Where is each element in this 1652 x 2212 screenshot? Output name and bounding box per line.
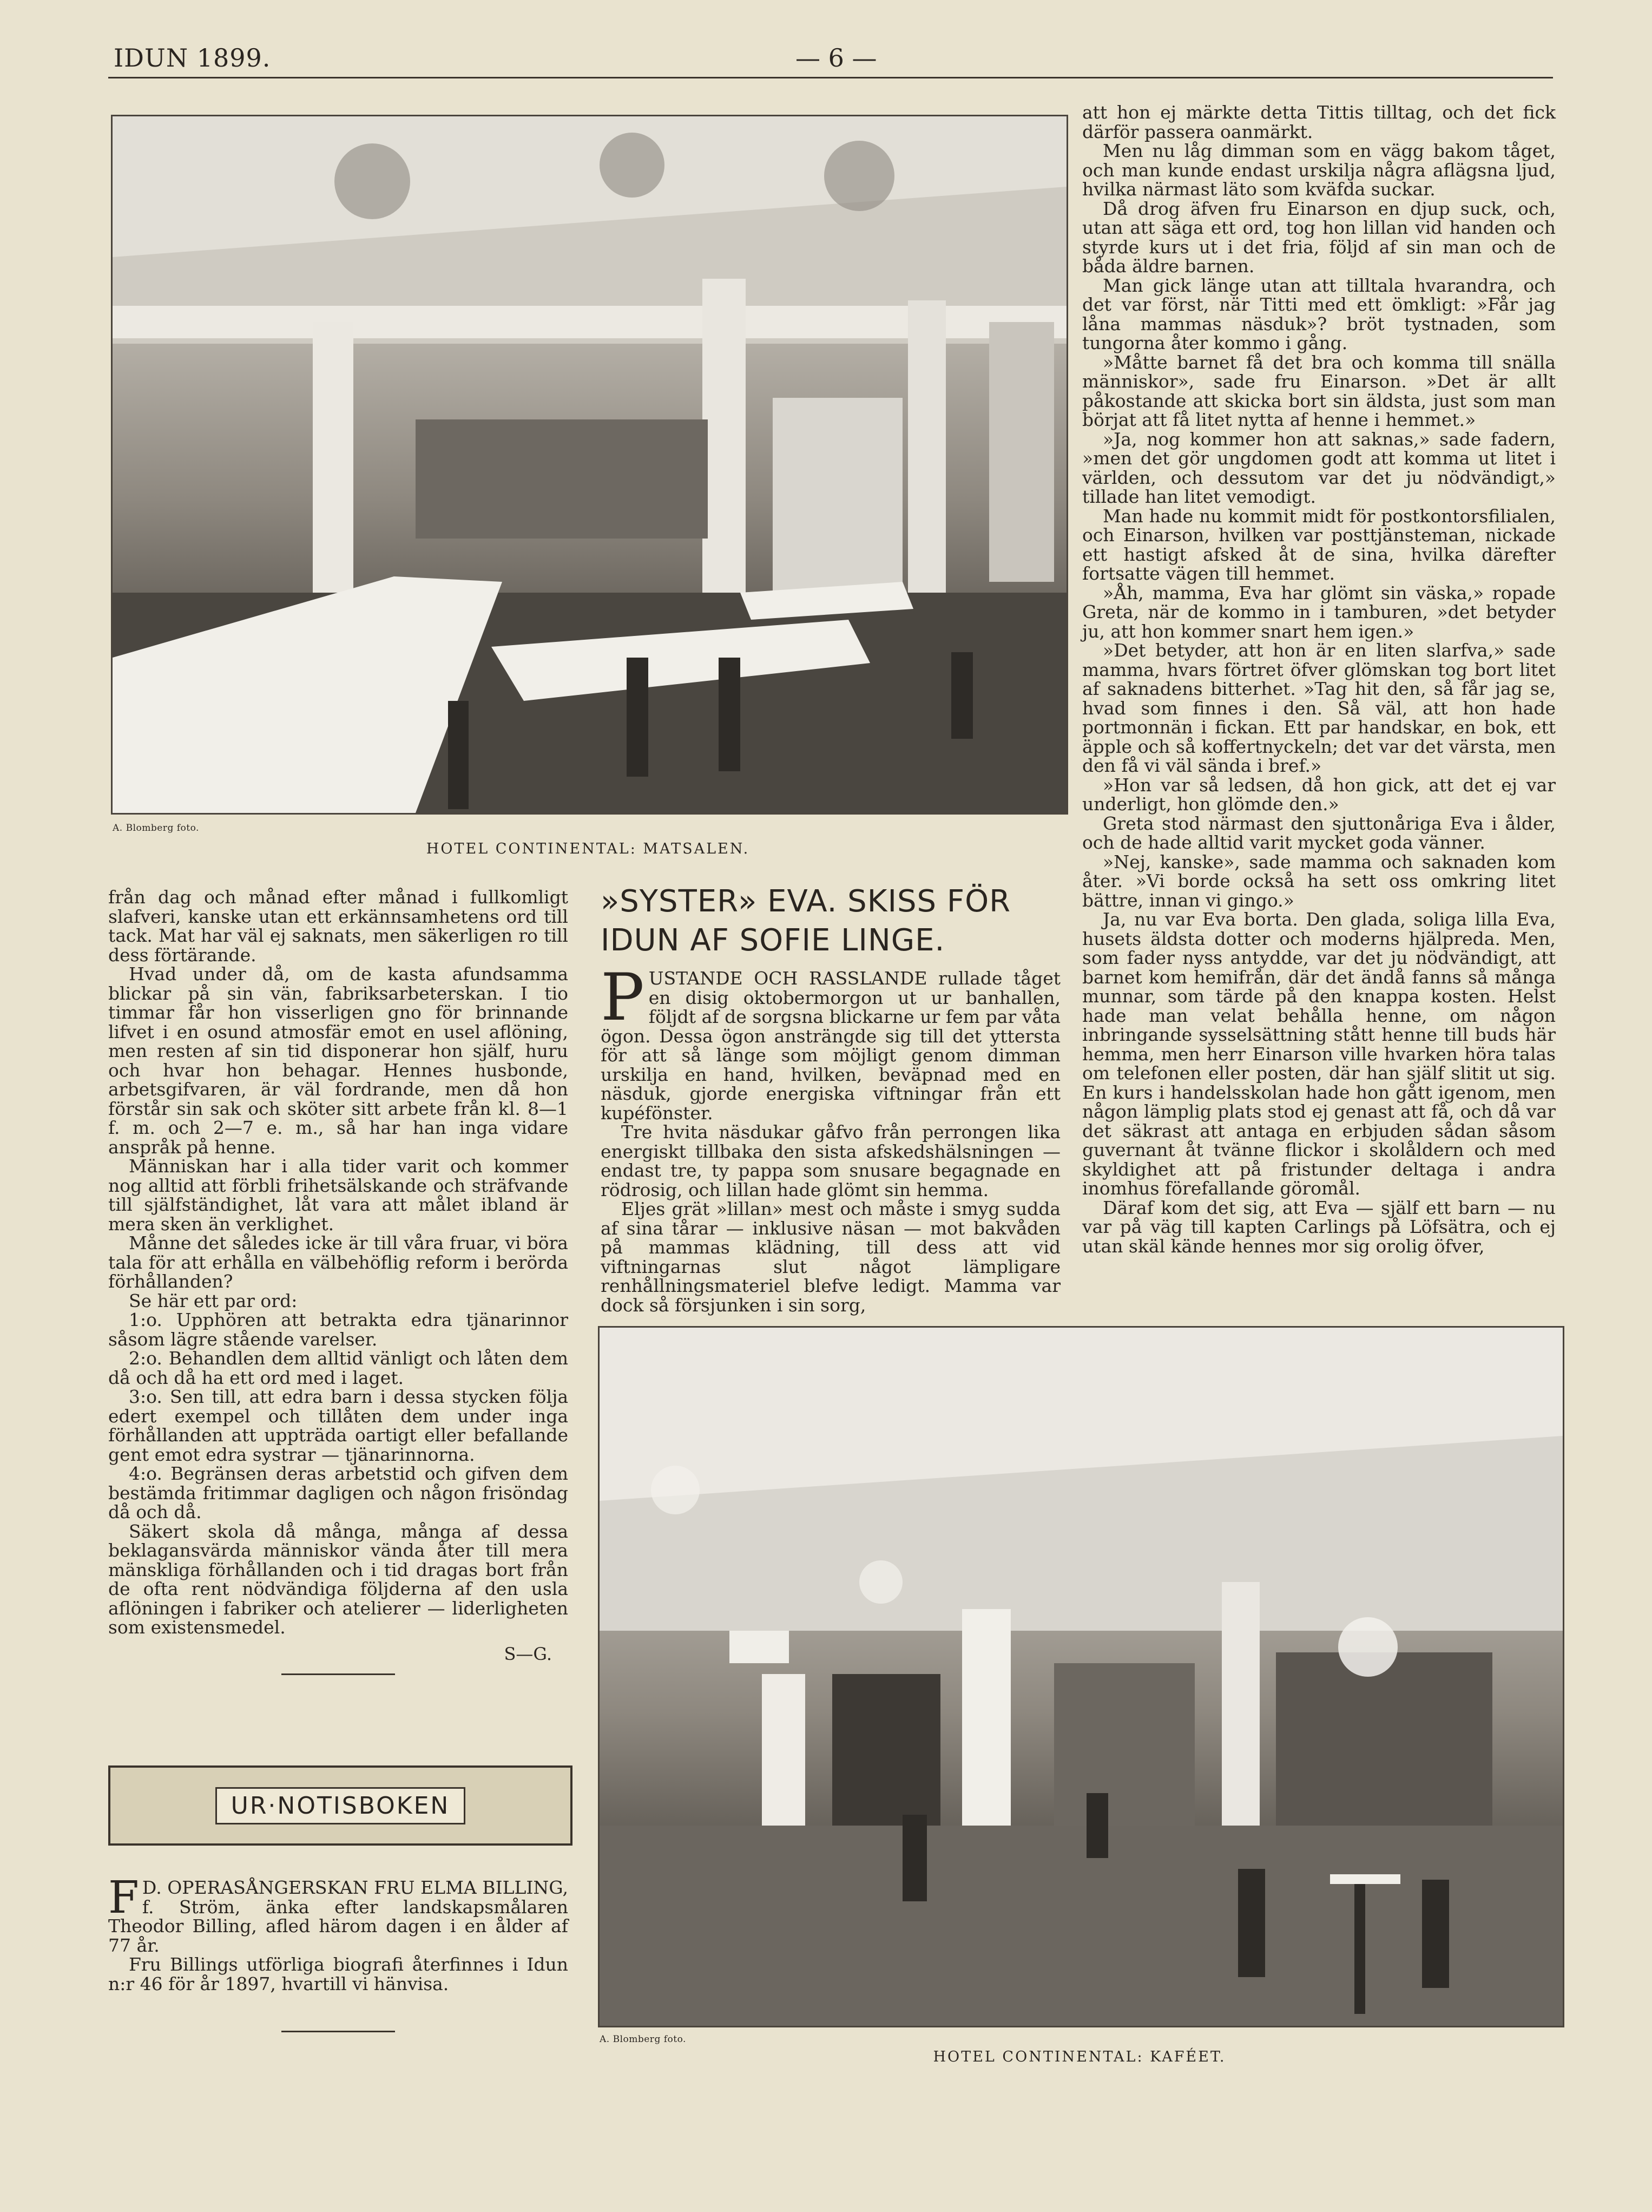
paragraph: Människan har i alla tider varit och kommer nog alltid att förbli frihetsälskande och sträfvande till själfständighet, låt vara att målet ibland är mera sken än verklighet. — [108, 1156, 568, 1235]
section-rule — [281, 1673, 395, 1675]
paragraph: »Nej, kanske», sade mamma och saknaden kom åter. »Vi borde också ha sett oss omkring litet bättre, innan vi gingo.» — [1082, 851, 1556, 911]
story-title: »SYSTER» EVA. SKISS FÖR IDUN AF SOFIE LINGE. — [601, 884, 1011, 958]
photo-dining-room — [111, 115, 1068, 815]
notes-paragraph — [108, 1872, 568, 1956]
paragraph: 4:o. Begränsen deras arbetstid och gifven dem bestämda fritimmar dagligen och någon frisöndag då och då. — [108, 1463, 568, 1522]
paragraph: Hvad under då, om de kasta afundsamma blickar på sin vän, fabriksarbeterskan. I tio timmar får hon visserligen gno för brinnande lifvet i en osund atmosfär emot en usel aflöning, men resten af sin tid disponerar hon själf, huru och hvar hon behagar. Hennes husbonde, arbetsgifvaren, är väl fordrande, men då hon förstår sin sak och sköter sitt arbete från kl. 8—1 f. m. och 2—7 e. m., så har han inga vidare anspråk på henne. — [108, 963, 568, 1158]
story-paragraph — [601, 960, 1061, 1124]
dining-room-illustration — [113, 116, 1067, 813]
photo-caption: HOTEL CONTINENTAL: KAFÉET. — [933, 2049, 1226, 2065]
paragraph: »Ja, nog kommer hon att saknas,» sade fadern, »men det gör ungdomen godt att komma ut litet i världen, och dessutom var det ju nödvändigt,» tillade han litet vemodigt. — [1082, 428, 1556, 507]
photo-cafe — [598, 1326, 1564, 2027]
right-column-text — [1082, 103, 1556, 1256]
notes-dropcap: F — [108, 1872, 139, 1924]
story-lead: USTANDE OCH RASSLANDE — [648, 968, 927, 989]
story-text — [601, 960, 1061, 1316]
cafe-illustration — [600, 1328, 1563, 2026]
section-rule — [281, 2031, 395, 2032]
left-column-text — [108, 888, 568, 1664]
paragraph: Greta stod närmast den sjuttonåriga Eva i ålder, och de hade alltid varit mycket goda vänner. — [1082, 812, 1556, 853]
paragraph: Säkert skola då många, många af dessa beklagansvärda människor vända åter till mera mänskliga förhållanden och i tid dragas bort från de ofta rent nödvändiga följderna af den usla aflöningen i fabriker och atelierer — liderligheten som existensmedel. — [108, 1520, 568, 1638]
paragraph: Se här ett par ord: — [129, 1290, 298, 1311]
paragraph: Man hade nu kommit midt för postkontorsfilialen, och Einarson, hvilken var posttjänsteman, nickade ett hastigt afsked åt de sina, hvilka därefter fortsatte vägen till hemmet. — [1082, 505, 1556, 584]
page-number: — 6 — — [795, 43, 877, 73]
story-paragraph: Eljes grät »lillan» mest och måste i smyg sudda af sina tårar — inklusive näsan — mot bakvåden på mammas klädning, till dess att vid viftningarnas slut något lämpligare renhållningsmateriel blefve ledigt. Mamma var dock så försjunken i sin sorg, — [601, 1198, 1061, 1316]
photo-caption: HOTEL CONTINENTAL: MATSALEN. — [426, 841, 750, 857]
paragraph: Ja, nu var Eva borta. Den glada, soliga lilla Eva, husets äldsta dotter och moderns hjälpreda. Men, som fader nyss antydde, var det ju nödvändigt, att barnet kom hemifrån, där det ändå fanns så många munnar, som tärde på den knappa kosten. Helst hade man velat behålla henne, om någon inbringande sysselsättning stått henne till buds här hemma, men herr Einarson ville hvarken höra talas om telefonen eller posten, där han själf slitit ut sig. En kurs i handelsskolan hade hon gått igenom, men någon lämplig plats stod ej genast att få, och då var det säkrast att antaga en erbjuden sådan såsom guvernant åt tvänne flickor i skolåldern och med skyldighet att på fristunder deltaga i andra inomhus förefallande göromål. — [1082, 909, 1556, 1199]
photo-credit: A. Blomberg foto. — [113, 823, 199, 833]
notes-banner — [108, 1765, 572, 1846]
notes-lead: D. OPERASÅNGERSKAN FRU ELMA BILLING, — [142, 1877, 568, 1898]
paragraph: 3:o. Sen till, att edra barn i dessa stycken följa edert exempel och tillåten dem under inga förhållanden att uppträda oartigt eller befallande gent emot edra systrar — tjänarinnorna. — [108, 1386, 568, 1465]
notes-banner-title: UR·NOTISBOKEN — [215, 1787, 466, 1824]
paragraph: Då drog äfven fru Einarson en djup suck, och, utan att säga ett ord, tog hon lillan vid handen och styrde kurs ut i det fria, följd af sin man och de båda äldre barnen. — [1082, 198, 1556, 277]
header-rule — [108, 77, 1553, 78]
paragraph: 2:o. Behandlen dem alltid vänligt och låten dem då och då ha ett ord med i laget. — [108, 1348, 568, 1388]
paragraph: Månne det således icke är till våra fruar, vi böra tala för att erhålla en välbehöflig reform i berörda förhållanden? — [108, 1232, 568, 1292]
signature: S—G. — [504, 1643, 552, 1664]
paragraph: att hon ej märkte detta Tittis tilltag, och det fick därför passera oanmärkt. — [1082, 102, 1556, 142]
paragraph: »Hon var så ledsen, då hon gick, att det ej var underligt, hon glömde den.» — [1082, 774, 1556, 815]
paragraph: Men nu låg dimman som en vägg bakom tåget, och man kunde endast urskilja några aflägsna ljud, hvilka närmast läto som kväfda suckar. — [1082, 140, 1556, 200]
story-text-1: rullade tåget en disig oktobermorgon ut ur banhallen, följdt af de sorgsna blickarne ur fem par våta ögon. Dessa ögon ansträngde sig till det yttersta för att så länge som möjligt genom dimman urskilja en hand, hvilken, beväpnad med en näsduk, gjorde energiska viftningar från ett kupéfönster. — [601, 968, 1061, 1124]
paragraph: »Det betyder, att hon är en liten slarfva,» sade mamma, hvars förtret öfver glömskan tog bort litet af saknadens bitterhet. »Tag hit den, så får jag se, hvad som finnes i den. Så väl, att hon hade portmonnän i fickan. Ett par handskar, en bok, ett äpple och så koffertnyckeln; det var det värsta, men den få vi väl sända i bref.» — [1082, 640, 1556, 776]
paragraph: Däraf kom det sig, att Eva — själf ett barn — nu var på väg till kapten Carlings på Löfsätra, och ej utan skäl kände hennes mor sig orolig öfver, — [1082, 1197, 1556, 1257]
paragraph: 1:o. Upphören att betrakta edra tjänarinnor såsom lägre stående varelser. — [108, 1309, 568, 1350]
paragraph: »Måtte barnet få det bra och komma till snälla människor», sade fru Einarson. »Det är allt påkostande att skicka bort sin äldsta, just som man börjat att få litet nytta af henne i hemmet.» — [1082, 351, 1556, 430]
story-dropcap: P — [601, 960, 644, 1035]
story-paragraph: Tre hvita näsdukar gåfvo från perrongen lika energiskt tillbaka den sista afskedshälsningen — endast tre, ty pappa som snusare begagnade en rödrosig, och lillan hade glömt sin hemma. — [601, 1121, 1061, 1200]
paragraph: från dag och månad efter månad i fullkomligt slafveri, kanske utan ett erkännsamhetens ord till tack. Mat har väl ej saknats, men säkerligen ro till dess förtärande. — [108, 887, 568, 966]
paragraph: »Åh, mamma, Eva har glömt sin väska,» ropade Greta, när de kommo in i tamburen, »det betyder ju, att hon kommer snart hem igen.» — [1082, 582, 1556, 642]
photo-credit: A. Blomberg foto. — [600, 2034, 686, 2045]
notes-text — [108, 1872, 568, 1994]
notes-paragraph: Fru Billings utförliga biografi återfinnes i Idun n:r 46 för år 1897, hvartill vi hänvisa. — [108, 1954, 568, 1994]
journal-header: IDUN 1899. — [114, 43, 271, 73]
paragraph: Man gick länge utan att tilltala hvarandra, och det var först, när Titti med ett ömkligt: »Får jag låna mammas näsduk»? bröt tystnaden, som tungorna åter kommo i gång. — [1082, 274, 1556, 353]
notes-text-1: f. Ström, änka efter landskapsmålaren Theodor Billing, afled härom dagen i en ålder af 77 år. — [108, 1896, 568, 1956]
